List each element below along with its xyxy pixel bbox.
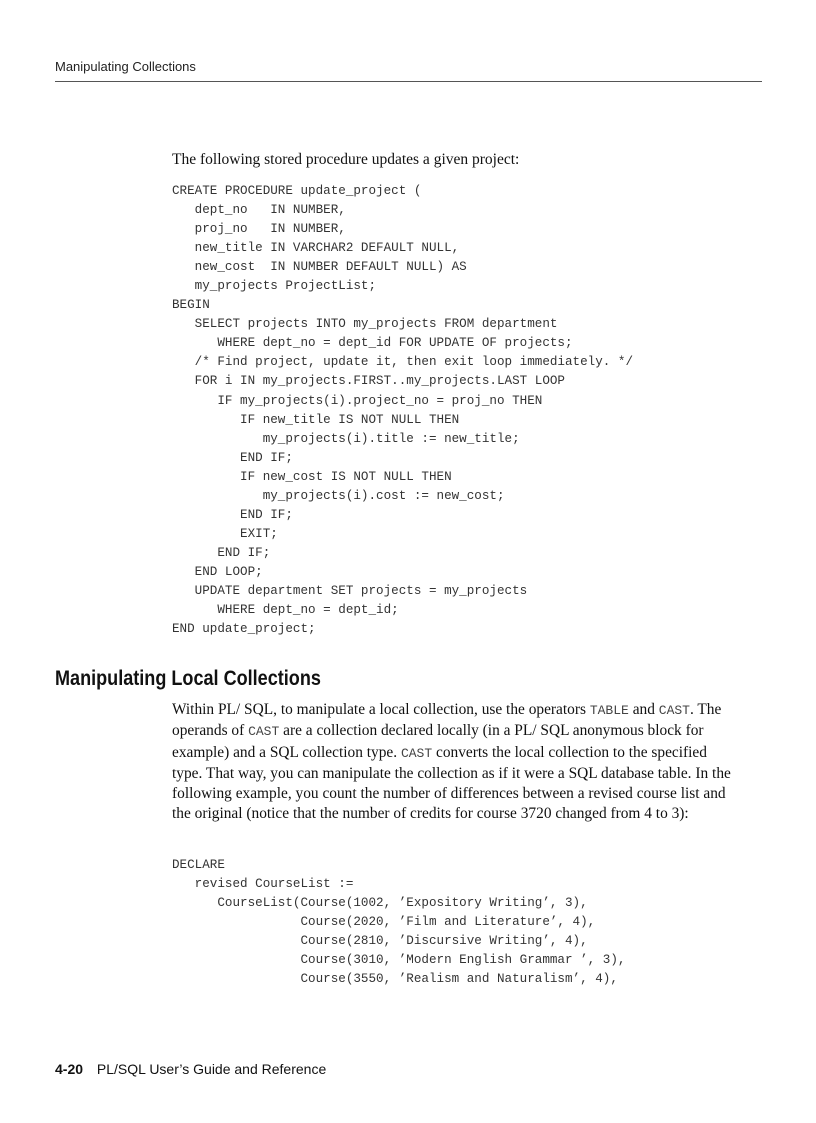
code-term-cast: CAST (248, 724, 280, 740)
page-number: 4-20 (55, 1061, 84, 1077)
body-paragraph (172, 700, 737, 825)
page-footer (55, 1061, 326, 1077)
code-term-cast: CAST (658, 703, 690, 718)
para-text: converts the local collection to the specified type. That way, you can manipulate the collection as if it were a SQL database table. In the following example, you count the number of differences between a revised course list and the original (notice that the number of credits for course 3720 changed from 4 to 3): (172, 743, 731, 823)
para-text: are a collection declared locally (in a PL/ SQL anonymous block for example) and a SQL collection type. (172, 722, 704, 761)
running-header: Manipulating Collections (55, 59, 196, 74)
code-block-update-project: CREATE PROCEDURE update_project ( dept_no IN NUMBER, proj_no IN NUMBER, new_title IN VARCHAR2 DEFAULT NULL, new_cost IN NUMBER DEFAULT NULL) AS my_projects ProjectList; BEGIN SELECT projects INTO my_projects FROM department WHERE dept_no = dept_id FOR UPDATE OF projects; /* Find project, update it, then exit loop immediately. */ FOR i IN my_projects.FIRST..my_projects.LAST LOOP IF my_projects(i).project_no = proj_no THEN IF new_title IS NOT NULL THEN my_projects(i).title := new_title; END IF; IF new_cost IS NOT NULL THEN my_projects(i).cost := new_cost; END IF; EXIT; END IF; END LOOP; UPDATE department SET projects = my_projects WHERE dept_no = dept_id; END update_project; (172, 184, 634, 637)
para-text: and (628, 701, 659, 718)
para-text: Within PL/ SQL, to manipulate a local collection, use the operators (172, 701, 590, 718)
code-term-cast: CAST (400, 745, 433, 761)
para-text: . The operands of (172, 701, 722, 740)
section-heading: Manipulating Local Collections (55, 667, 321, 690)
intro-sentence: The following stored procedure updates a given project: (172, 151, 520, 168)
code-block-declare: DECLARE revised CourseList := CourseList(Course(1002, ’Expository Writing’, 3), Course(2020, ’Film and Literature’, 4), Course(2810, ’Discursive Writing’, 4), Course(3010, ’Modern English Grammar ’, 3), Course(3550, ’Realism and Naturalism’, 4), (172, 858, 626, 987)
code-term-table: TABLE (589, 703, 629, 718)
header-divider (55, 81, 762, 82)
book-title: PL/SQL User’s Guide and Reference (96, 1061, 327, 1077)
